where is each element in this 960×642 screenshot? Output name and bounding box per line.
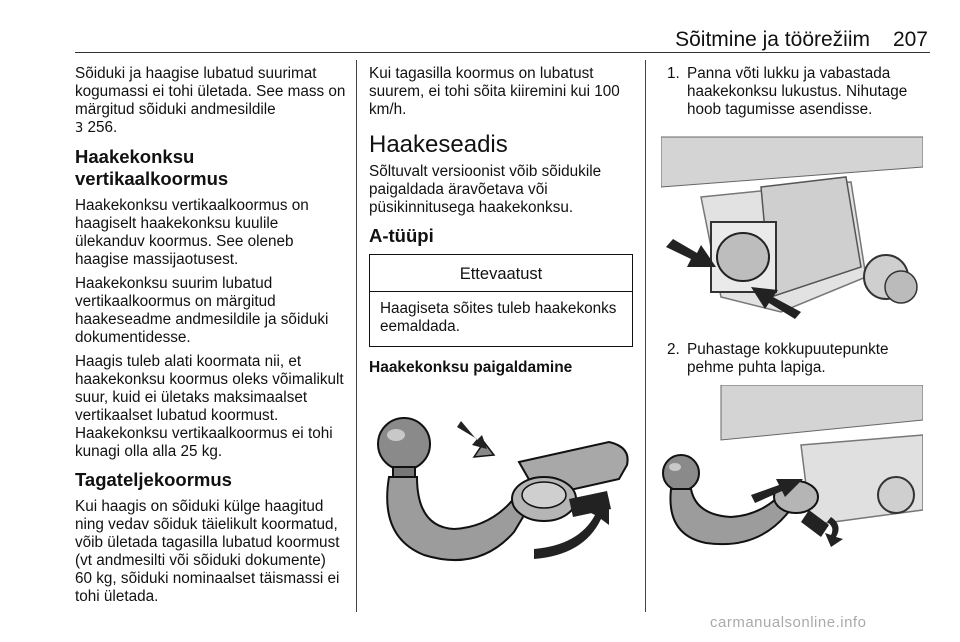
paragraph: Haakekonksu suurim lubatud vertikaalkoormus on märgitud haakeseadme andmesildile ja sõiduki dokumentidesse. <box>75 275 329 346</box>
hitch-lock-illustration <box>661 127 923 327</box>
heading-vertical-load: Haakekonksu vertikaalkoormus <box>75 146 229 189</box>
page-number: 207 <box>892 28 928 51</box>
paragraph: Sõltuvalt versioonist võib sõidukile paigaldada äravõetava või püsikinnitusega haakekonksu. <box>369 163 602 216</box>
paragraph: Kui haagis on sõiduki külge haagitud ning vedav sõiduk täielikult koormatud, võib ületada tagasilla lubatud koormust (vt andmesilti või sõiduki dokumente) 60 kg, sõiduki nominaalset täismassi ei tohi ületada. <box>75 498 340 605</box>
heading-hitch: Haakeseadis <box>369 131 508 158</box>
paragraph: Haakekonksu vertikaalkoormus on haagiselt haakekonksu kuulile ülekanduv koormus. See oleneb haagise massijaotusest. <box>75 197 309 268</box>
reference-icon: 3 <box>75 121 84 136</box>
intro-paragraph: Sõiduki ja haagise lubatud suurimat kogumassi ei tohi ületada. See mass on märgitud sõiduki andmesildile 3 256. <box>75 65 346 136</box>
paragraph: Haagis tuleb alati koormata nii, et haakekonksu koormus oleks võimalikult suur, kuid ei ületaks maksimaalset vertikaalset lubatud koormust. Haakekonksu vertikaalkoormus ei tohi kunagi olla alla 25 kg. <box>75 353 344 460</box>
step-2: 2. Puhastage kokkupuutepunkte pehme puhta lapiga. <box>667 341 889 376</box>
paragraph: Kui tagasilla koormus on lubatust suurem, ei tohi sõita kiiremini kui 100 km/h. <box>369 65 620 118</box>
running-header-title: Sõitmine ja töörežiim <box>675 28 870 51</box>
warning-title: Ettevaatust <box>370 255 632 292</box>
step-1: 1. Panna võti lukku ja vabastada haakekonksu lukustus. Nihutage hoob tagumisse asendisse. <box>667 65 908 118</box>
heading-type-a: A-tüüpi <box>369 225 434 246</box>
reference-link[interactable]: 256. <box>87 119 118 136</box>
column-divider-2 <box>645 60 646 612</box>
watermark: carmanualsonline.info <box>710 614 867 631</box>
warning-box <box>369 254 633 347</box>
column-3 <box>667 65 929 550</box>
heading-installation: Haakekonksu paigaldamine <box>369 359 573 376</box>
hitch-installation-illustration <box>369 387 633 587</box>
header-rule <box>75 52 930 53</box>
column-1 <box>75 65 347 612</box>
hitch-cleaning-illustration <box>661 385 923 550</box>
column-2 <box>369 65 633 587</box>
warning-body: Haagiseta sõites tuleb haakekonks eemaldada. <box>380 300 617 335</box>
heading-rear-axle-load: Tagateljekoormus <box>75 469 232 490</box>
column-divider-1 <box>356 60 357 612</box>
